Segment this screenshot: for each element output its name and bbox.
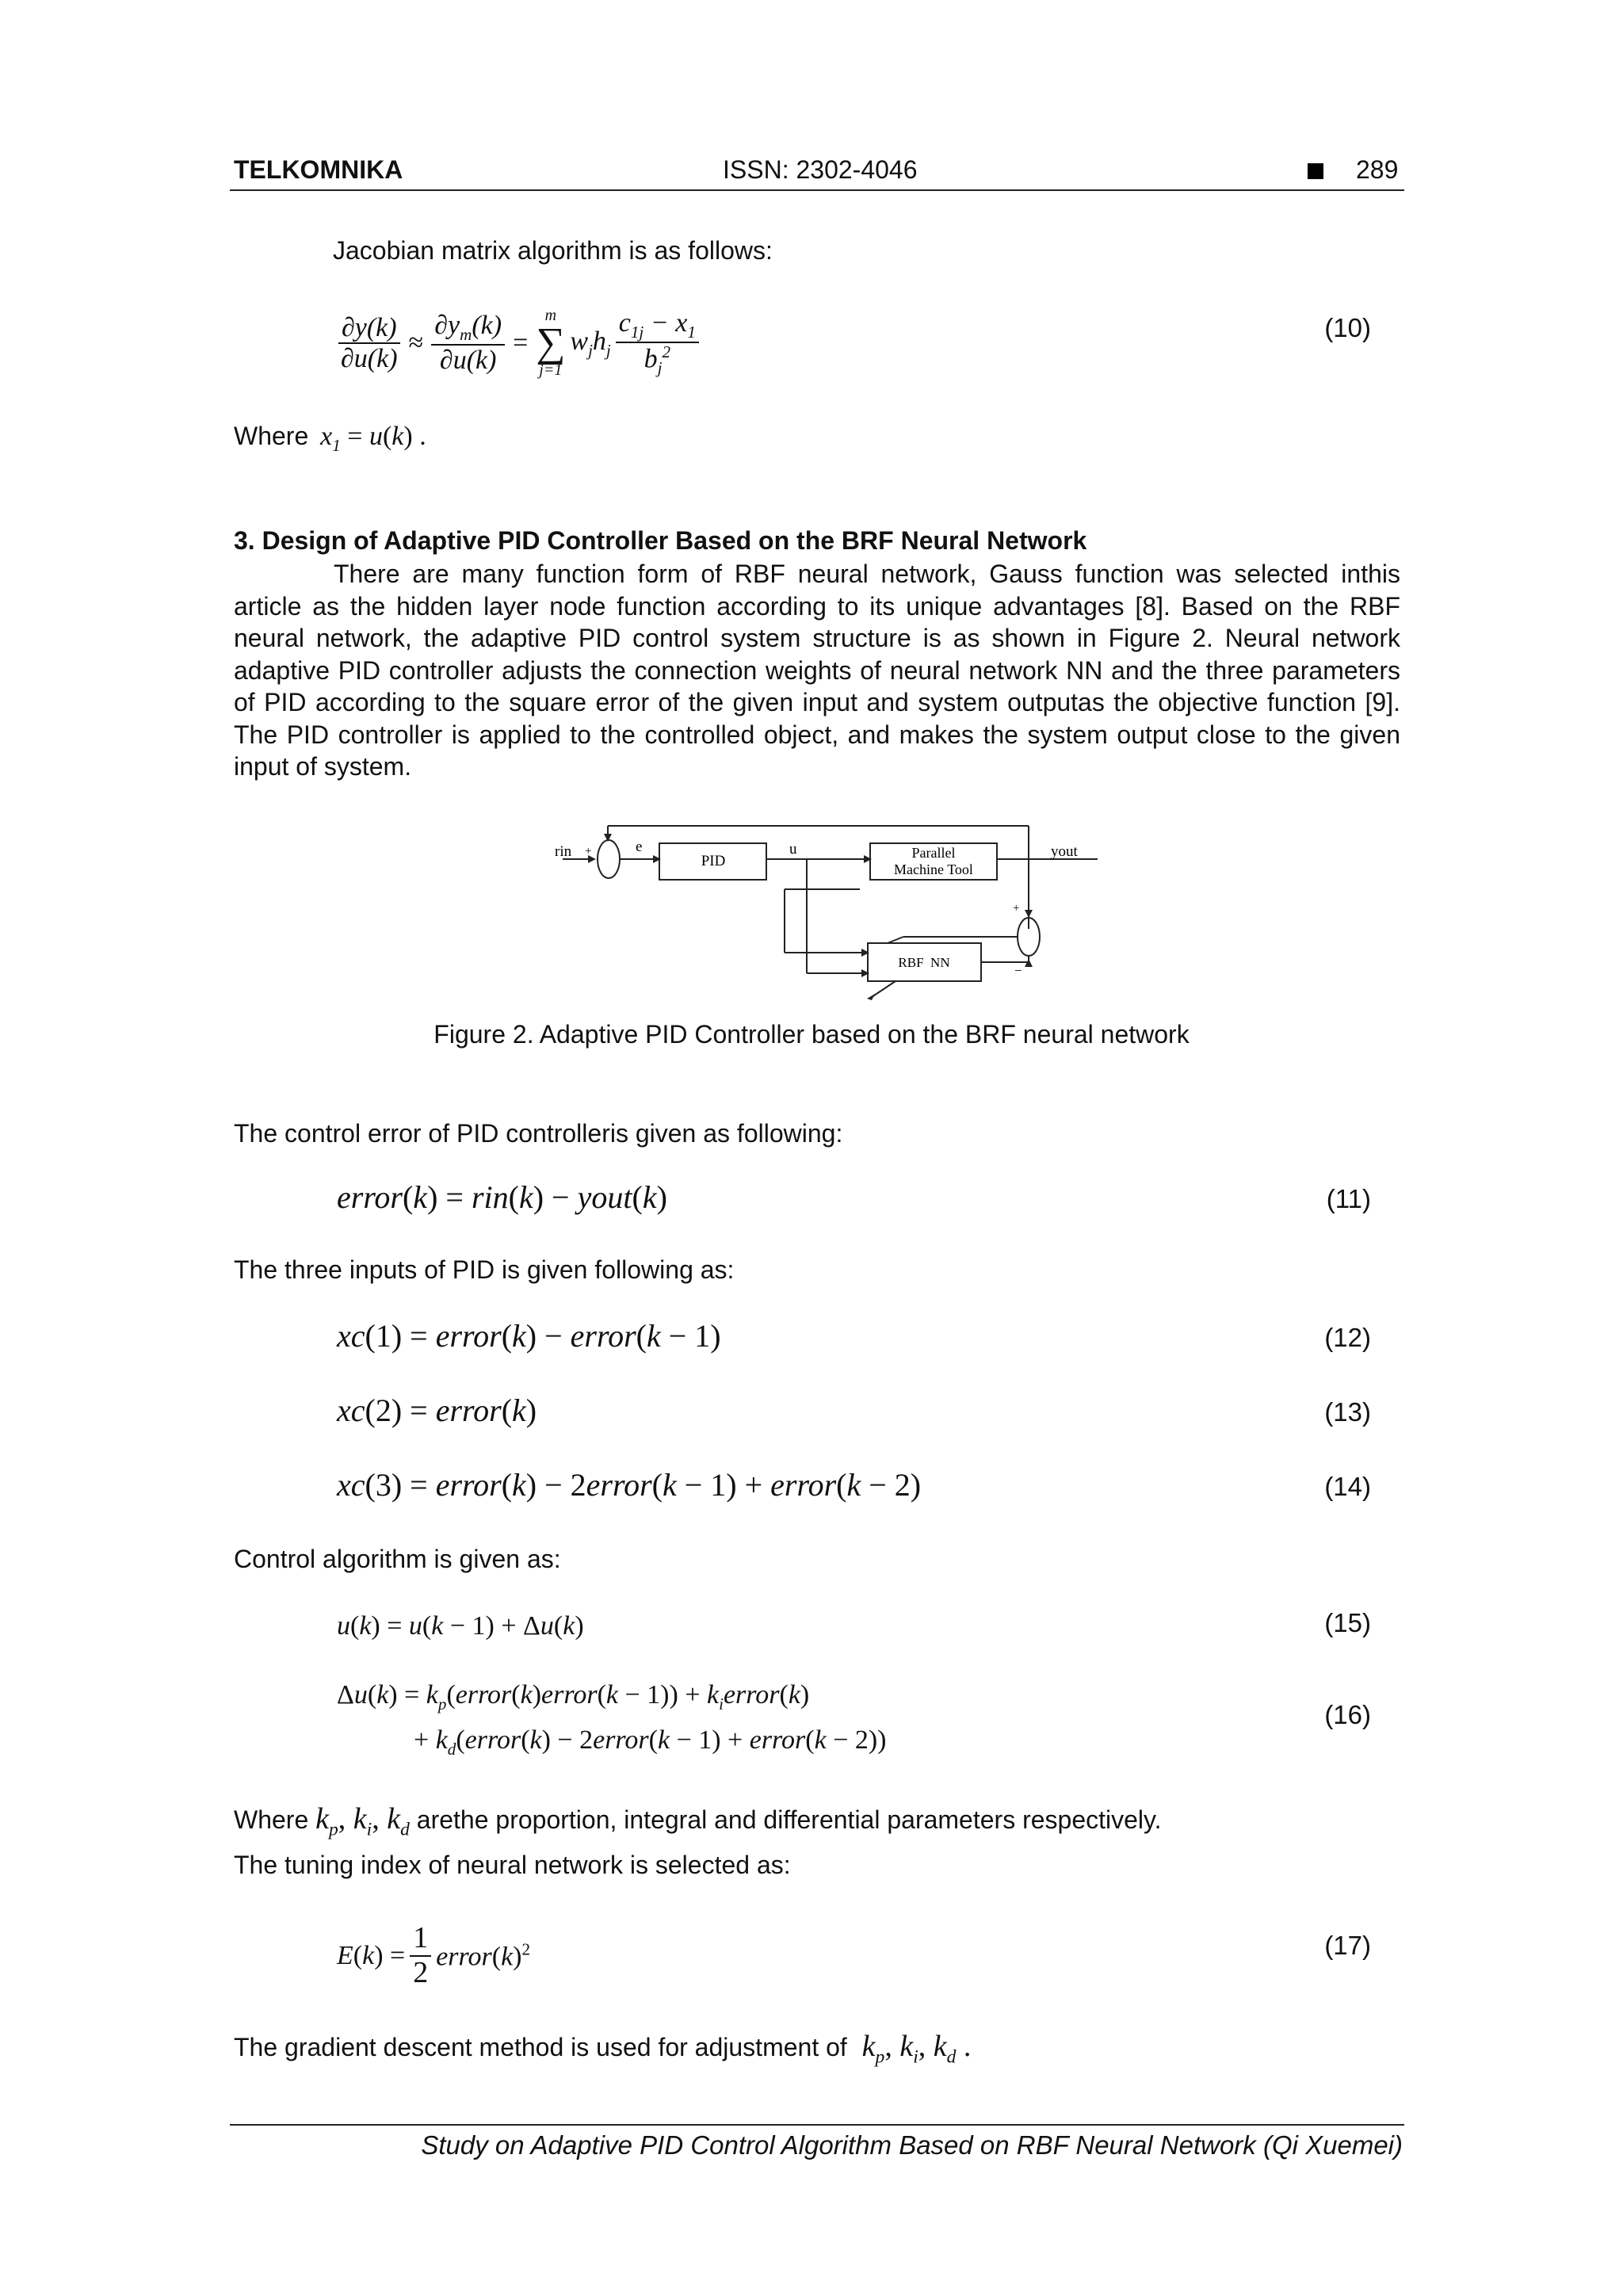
control-error-text: The control error of PID controlleris given as following: xyxy=(234,1119,843,1148)
equation-16-line-2: + $k_d(error(k)$ − 2error(k − 1) + error(k − 2)) xyxy=(414,1725,887,1759)
where-label: Where xyxy=(234,422,309,450)
running-header xyxy=(234,155,1403,190)
label-yout: yout xyxy=(1051,843,1078,860)
label-rbf: RBF NN xyxy=(898,955,950,970)
journal-name: TELKOMNIKA xyxy=(234,155,403,184)
control-algorithm-text: Control algorithm is given as: xyxy=(234,1545,561,1573)
label-plus-in: + xyxy=(585,845,592,858)
equation-16-line-1: $\Delta u(k) = k_p(error(k)error(k - 1))$ + $k_ierror(k)$ xyxy=(337,1680,810,1713)
gradient-line: The gradient descent method is used for adjustment of $k_p$, $k_i$, $k_d$ . xyxy=(234,2030,972,2068)
where-k-rest: arethe proportion, integral and differential parameters respectively. xyxy=(416,1805,1162,1834)
section-heading: 3. Design of Adaptive PID Controller Based on the BRF Neural Network xyxy=(234,526,1087,555)
where-k-line: Where $k_p$, $k_i$, $k_d$ arethe proportion, integral and differential parameters respectively. xyxy=(234,1802,1162,1840)
gradient-text: The gradient descent method is used for adjustment of xyxy=(234,2033,847,2061)
equation-11: error(k) = rin(k) − yout(k) xyxy=(337,1179,667,1215)
eq-number-17: (17) xyxy=(1324,1931,1371,1960)
where-k-lead: Where xyxy=(234,1805,309,1834)
square-bullet-icon xyxy=(1308,163,1323,179)
running-footer: Study on Adaptive PID Control Algorithm Based on RBF Neural Network (Qi Xuemei) xyxy=(421,2130,1403,2160)
label-rin: rin xyxy=(555,843,572,860)
label-pid: PID xyxy=(701,853,726,869)
equation-12: xc(1) = error(k) − error(k − 1) xyxy=(337,1318,721,1354)
three-inputs-text: The three inputs of PID is given following as: xyxy=(234,1255,735,1284)
equation-17: E(k) = $\frac{1}{2}$ $error(k)^2$ xyxy=(337,1921,531,1989)
eq-number-16: (16) xyxy=(1324,1700,1371,1729)
eq-number-12: (12) xyxy=(1324,1323,1371,1352)
equation-15: u(k) = u(k − 1) + Δu(k) xyxy=(337,1611,584,1641)
eq-number-11: (11) xyxy=(1326,1184,1371,1213)
label-plant-1: Parallel xyxy=(911,845,956,861)
issn: ISSN: 2302-4046 xyxy=(723,155,918,184)
label-e: e xyxy=(636,839,643,855)
block-diagram xyxy=(547,816,1117,1014)
header-rule xyxy=(230,189,1404,191)
footer-rule xyxy=(230,2124,1404,2126)
label-plant-2: Machine Tool xyxy=(894,861,973,877)
label-plus-sum: + xyxy=(1013,902,1020,915)
eq-number-15: (15) xyxy=(1324,1608,1371,1637)
eq-number-14: (14) xyxy=(1324,1472,1371,1501)
equation-13: xc(2) = error(k) xyxy=(337,1392,537,1428)
label-u: u xyxy=(789,841,797,858)
eq-number-13: (13) xyxy=(1324,1397,1371,1427)
figure-caption: Figure 2. Adaptive PID Controller based on the BRF neural network xyxy=(433,1020,1190,1049)
equation-10: $\frac{\partial y(k)}{\partial u(k)}$ ≈ $\frac{\partial y_m(k)}{\partial u(k)}$ = m ∑ j=1 $w_jh_j$ $\frac{c_{1j} - x_1}{b_j^2}$ xyxy=(333,300,704,387)
tuning-index-text: The tuning index of neural network is selected as: xyxy=(234,1851,791,1879)
label-minus-sum: − xyxy=(1014,963,1022,978)
section-paragraph: There are many function form of RBF neural network, Gauss function was selected inthis article as the hidden layer node function according to its unique advantages [8]. Based on the RBF neural network, the adaptive PID control system structure is as shown in Figure 2. Neural network adaptive PID controller adjusts the connection weights of neural network NN and the three parameters of PID according to the square error of the given input and system outputas the objective function [9]. The PID controller is applied to the controlled object, and makes the system output close to the given input of system. xyxy=(234,560,1400,781)
page-number: 289 xyxy=(1356,155,1399,184)
eq-number-10: (10) xyxy=(1324,313,1371,342)
where-x1-line: Where $x_1 = u(k)$ . xyxy=(234,422,426,455)
equation-14: xc(3) = error(k) − 2error(k − 1) + error(k − 2) xyxy=(337,1467,922,1503)
jacobian-intro: Jacobian matrix algorithm is as follows: xyxy=(333,236,773,265)
